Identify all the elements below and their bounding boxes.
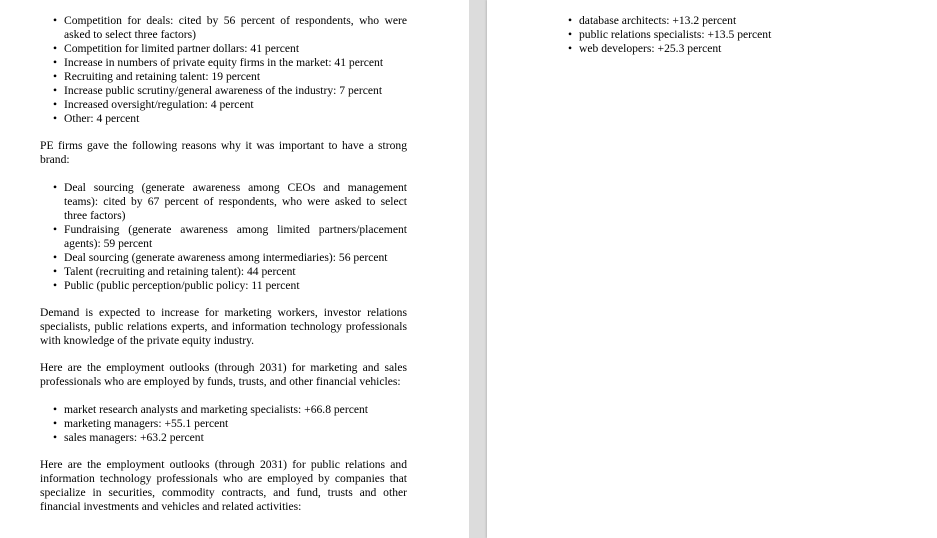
list-item: • Talent (recruiting and retaining talent): 44 percent [53,265,296,278]
list-item: • Increase in numbers of private equity firms in the market: 41 percent [53,56,384,69]
bullet-icon: • [53,70,58,83]
list-item: • Increase public scrutiny/general awareness of the industry: 7 percent [53,84,383,97]
list-item: • public relations specialists: +13.5 percent [568,28,772,41]
page-gutter [469,0,487,538]
bullet-icon: • [53,14,58,27]
left-page-content [40,14,407,514]
demand-paragraph: Demand is expected to increase for marketing workers, investor relations specialists, public relations experts, and information technology professionals with knowledge of the private equity industry. [40,306,407,347]
list-item: • Competition for limited partner dollars: 41 percent [53,42,300,55]
brand-reasons-list [40,181,407,293]
marketing-outlook-list [40,403,407,445]
list-item: • Competition for deals: cited by 56 percent of respondents, who were asked to select three factors) [53,14,407,41]
bullet-icon: • [568,14,573,27]
list-item: • Other: 4 percent [53,112,140,125]
challenges-list [40,14,407,126]
bullet-icon: • [568,28,573,41]
list-item: • Fundraising (generate awareness among limited partners/placement agents): 59 percent [53,223,407,250]
list-item: • Increased oversight/regulation: 4 percent [53,98,254,111]
bullet-icon: • [53,265,58,278]
bullet-icon: • [53,279,58,292]
pr-it-outlook-paragraph: Here are the employment outlooks (through 2031) for public relations and information technology professionals who are employed by companies that specialize in securities, commodity contracts, and fund, trusts and other financial investments and vehicles and related activities: [40,458,407,513]
pr-it-outlook-list [555,14,937,56]
bullet-icon: • [53,223,58,236]
bullet-icon: • [53,98,58,111]
marketing-outlook-paragraph: Here are the employment outlooks (through 2031) for marketing and sales professionals who are employed by funds, trusts, and other financial vehicles: [40,361,407,388]
list-item: • marketing managers: +55.1 percent [53,417,229,430]
list-item: • web developers: +25.3 percent [568,42,722,55]
bullet-icon: • [53,417,58,430]
brand-reasons-paragraph: PE firms gave the following reasons why it was important to have a strong brand: [40,139,407,166]
list-item: • market research analysts and marketing specialists: +66.8 percent [53,403,369,416]
list-item: • Deal sourcing (generate awareness among CEOs and management teams): cited by 67 percent of respondents, who were asked to select three factors) [53,181,407,222]
bullet-icon: • [53,42,58,55]
bullet-icon: • [53,112,58,125]
right-page [487,0,937,538]
bullet-icon: • [53,181,58,194]
bullet-icon: • [53,56,58,69]
bullet-icon: • [53,403,58,416]
bullet-icon: • [53,251,58,264]
bullet-icon: • [568,42,573,55]
list-item: • database architects: +13.2 percent [568,14,737,27]
bullet-icon: • [53,431,58,444]
list-item: • Public (public perception/public policy: 11 percent [53,279,300,292]
list-item: • Deal sourcing (generate awareness among intermediaries): 56 percent [53,251,388,264]
list-item: • Recruiting and retaining talent: 19 percent [53,70,261,83]
list-item: • sales managers: +63.2 percent [53,431,204,444]
bullet-icon: • [53,84,58,97]
